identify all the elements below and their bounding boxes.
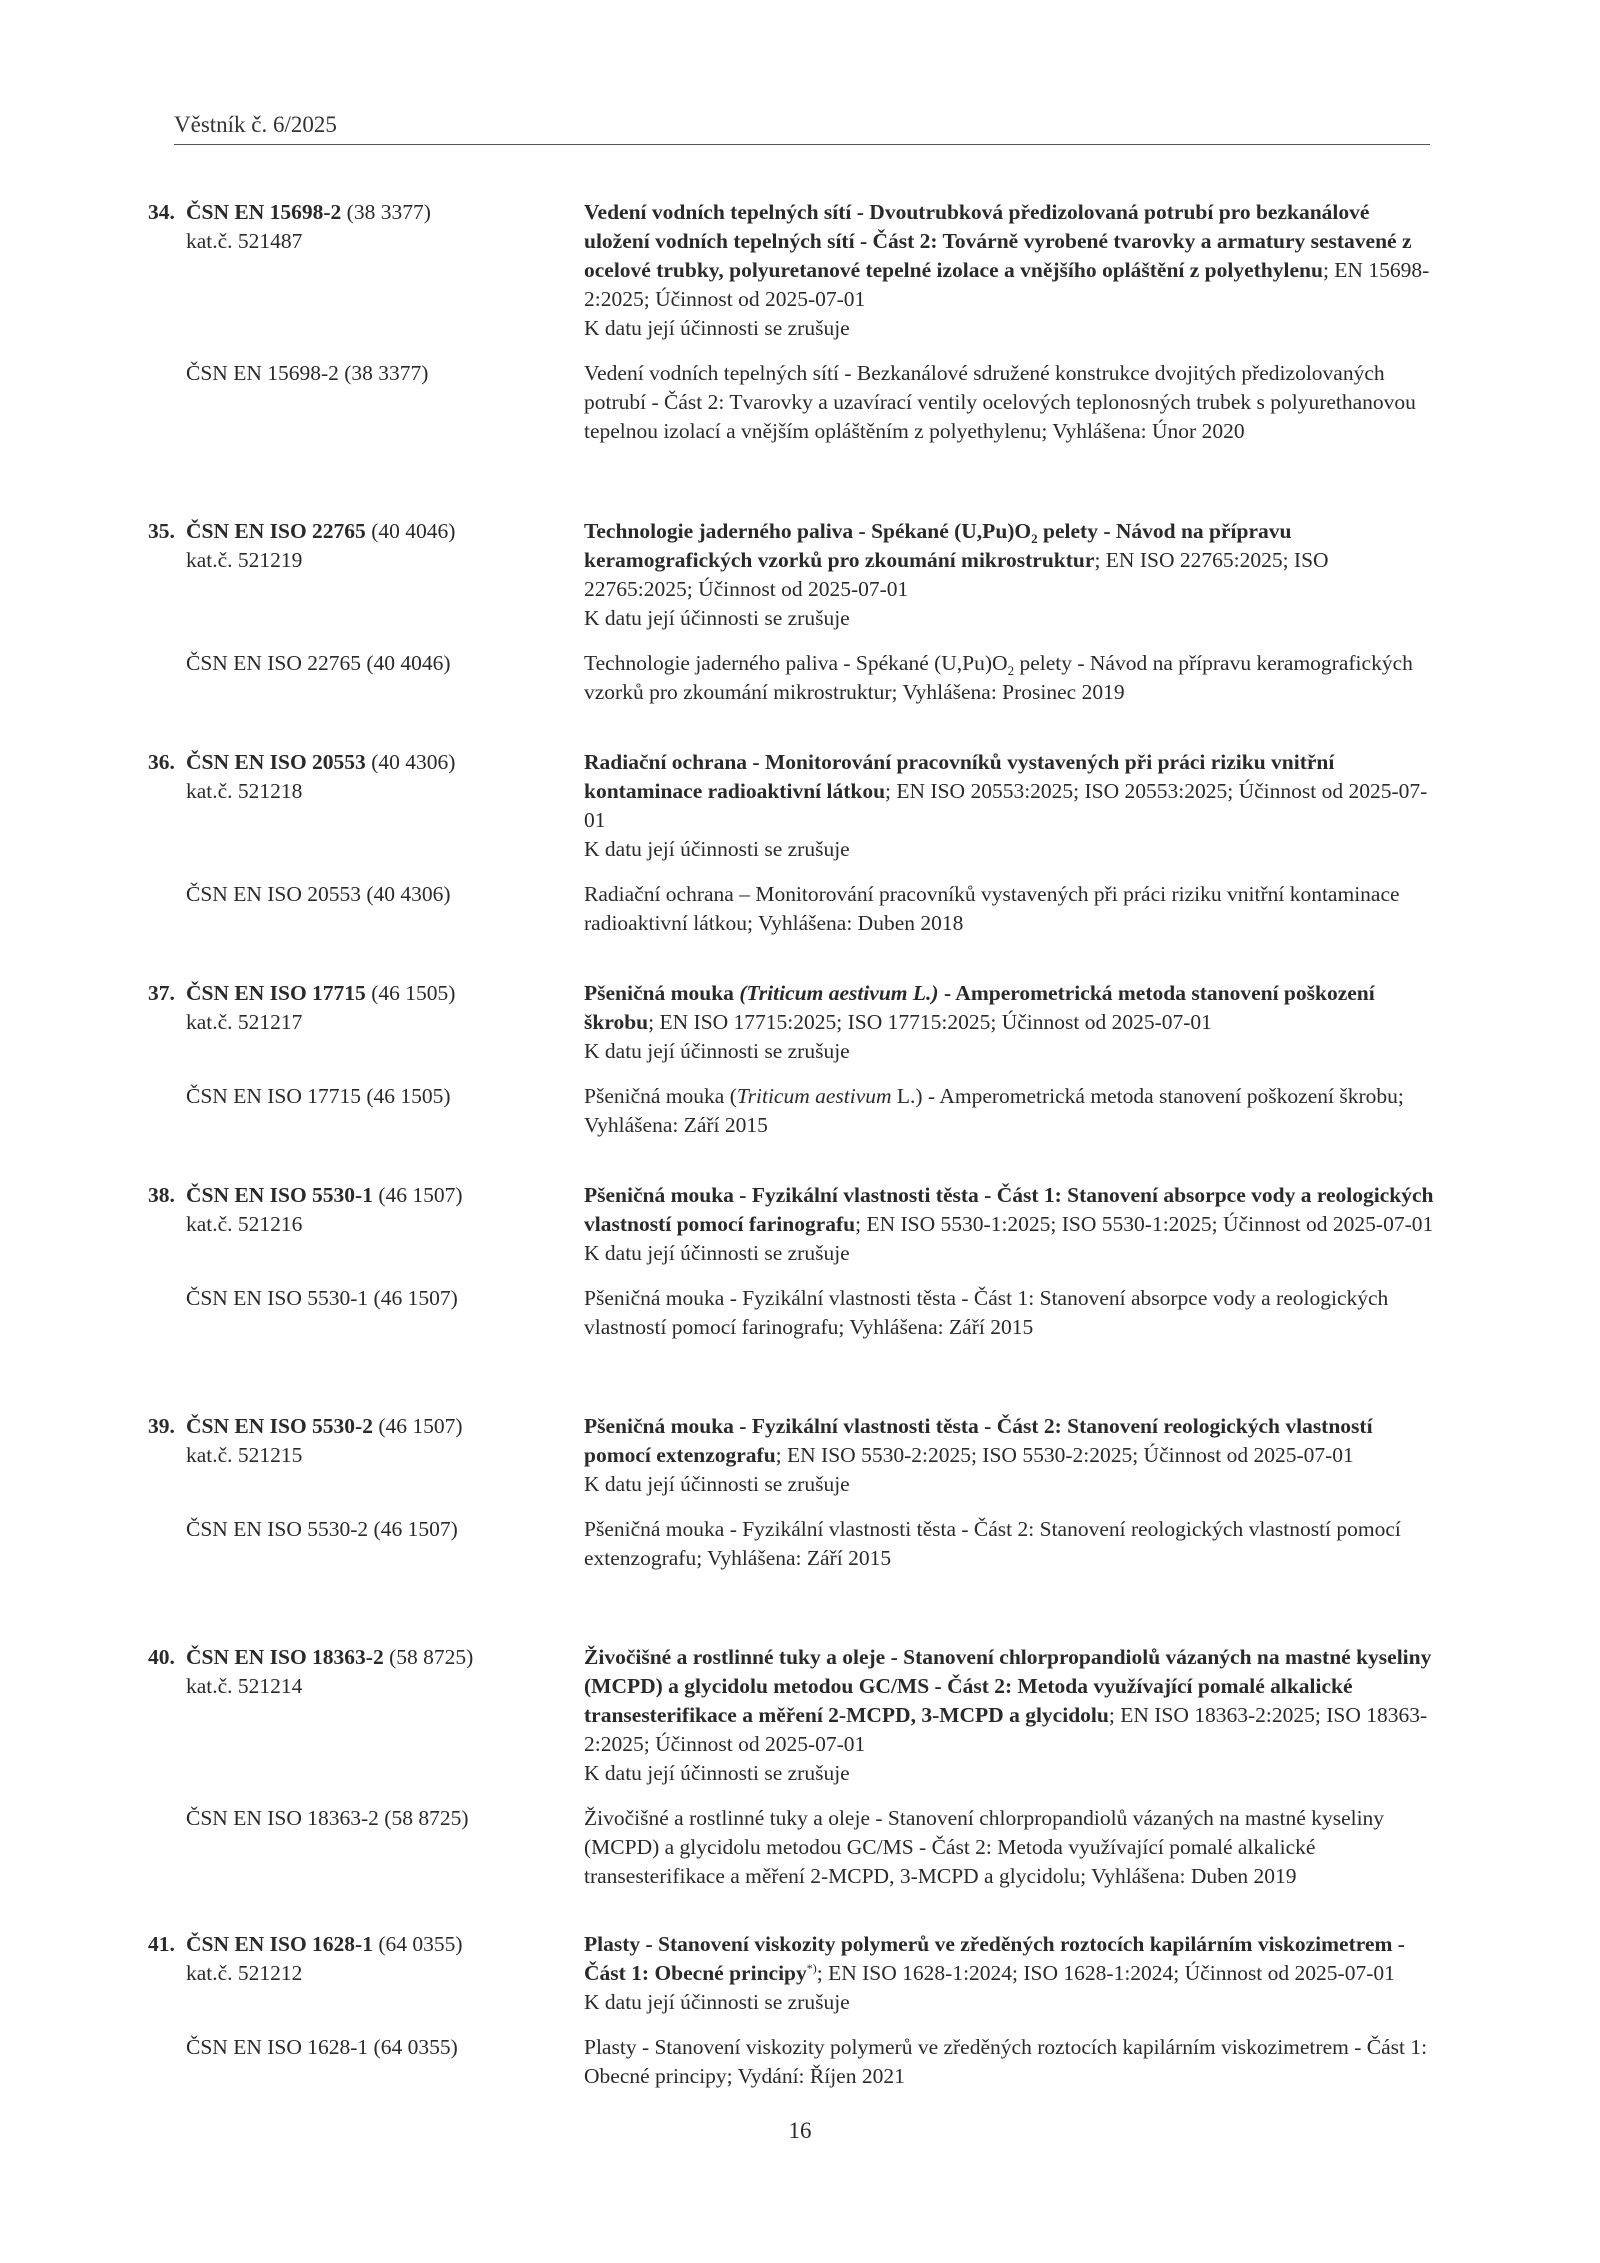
old-standard-code: ČSN EN 15698-2 (38 3377) (186, 361, 429, 385)
old-standard-text (584, 649, 1436, 707)
standard-title: Vedení vodních tepelných sítí - Dvoutrubková předizolovaná potrubí pro bezkanálové uložení vodních tepelných sítí - Část 2: Továrně vyrobené tvarovky a armatury sestavené z ocelové trubky, polyuretanové tepelné izolace a vnějšího opláštění z polyethylenu (584, 200, 1412, 282)
old-standard-code: ČSN EN ISO 5530-1 (46 1507) (186, 1286, 458, 1310)
catalog-number: kat.č. 521219 (186, 548, 303, 572)
latin-name: Triticum aestivum (736, 1084, 892, 1108)
standard-code: ČSN EN ISO 22765 (186, 519, 366, 543)
title-part: Technologie jaderného paliva - Spékané (U,Pu)O (584, 519, 1032, 543)
standard-meta: ; EN ISO 18363-2:2025; ISO 18363-2:2025; Účinnost od 2025-07-01 (584, 1703, 1428, 1756)
old-standard-code: ČSN EN ISO 1628-1 (64 0355) (186, 2035, 458, 2059)
old-standard-text: Pšeničná mouka - Fyzikální vlastnosti těsta - Část 1: Stanovení absorpce vody a reologických vlastností pomocí farinografu; Vyhlášena: Září 2015 (584, 1286, 1389, 1339)
class-code: (38 3377) (346, 200, 431, 224)
old-standard-text: Vedení vodních tepelných sítí - Bezkanálové sdružené konstrukce dvojitých předizolovaných potrubí - Část 2: Tvarovky a uzavírací ventily ocelových teplonosných trubek s polyurethanovou tepelnou izolací a vnějším opláštěním z polyethylenu; Vyhlášena: Únor 2020 (584, 361, 1416, 443)
standard-meta: ; EN ISO 20553:2025; ISO 20553:2025; Účinnost od 2025-07-01 (584, 779, 1428, 832)
title-part: - Amperometrická metoda stanovení poškození škrobu (584, 981, 1375, 1034)
standard-entry (148, 1930, 1436, 2091)
entry-number: 40. (148, 1645, 175, 1669)
old-standard-text: Živočišné a rostlinné tuky a oleje - Stanovení chlorpropandiolů vázaných na mastné kyseliny (MCPD) a glycidolu metodou GC/MS - Část 2: Metoda využívající pomalé alkalické transesterifikace a měření 2-MCPD, 3-MCPD a glycidolu; Vyhlášena: Duben 2019 (584, 1806, 1385, 1888)
text-part: pelety - Návod na přípravu keramografických vzorků pro zkoumání mikrostruktur; Vyhlášena: Prosinec 2019 (584, 651, 1413, 704)
class-code: (64 0355) (378, 1932, 463, 1956)
cancel-note: K datu její účinnosti se zrušuje (584, 606, 850, 630)
subscript: 2 (1007, 663, 1015, 678)
standard-title: Radiační ochrana - Monitorování pracovníků vystavených při práci riziku vnitřní kontaminace radioaktivní látkou (584, 750, 1335, 803)
cancel-note: K datu její účinnosti se zrušuje (584, 316, 850, 340)
standard-meta: ; EN ISO 5530-1:2025; ISO 5530-1:2025; Účinnost od 2025-07-01 (855, 1212, 1434, 1236)
catalog-number: kat.č. 521218 (186, 779, 303, 803)
standard-meta: ; EN ISO 1628-1:2024; ISO 1628-1:2024; Účinnost od 2025-07-01 (816, 1961, 1395, 1985)
standard-code: ČSN EN ISO 1628-1 (186, 1932, 373, 1956)
catalog-number: kat.č. 521214 (186, 1674, 303, 1698)
old-standard-code: ČSN EN ISO 18363-2 (58 8725) (186, 1806, 469, 1830)
standard-code: ČSN EN ISO 5530-2 (186, 1414, 373, 1438)
standard-code: ČSN EN ISO 17715 (186, 981, 366, 1005)
text-part: Technologie jaderného paliva - Spékané (U,Pu)O (584, 651, 1008, 675)
page-number: 16 (788, 2118, 812, 2143)
standard-title: Pšeničná mouka - Fyzikální vlastnosti těsta - Část 2: Stanovení reologických vlastností pomocí extenzografu (584, 1414, 1373, 1467)
standard-meta: ; EN ISO 5530-2:2025; ISO 5530-2:2025; Účinnost od 2025-07-01 (775, 1443, 1354, 1467)
class-code: (40 4306) (371, 750, 456, 774)
standard-code: ČSN EN ISO 18363-2 (186, 1645, 384, 1669)
cancel-note: K datu její účinnosti se zrušuje (584, 1990, 850, 2014)
text-part: L.) - Amperometrická metoda stanovení poškození škrobu; Vyhlášena: Září 2015 (584, 1084, 1404, 1137)
page-header (174, 112, 1430, 145)
old-standard-text (584, 1082, 1436, 1140)
standard-entry (148, 1643, 1436, 1891)
standard-meta: ; EN ISO 22765:2025; ISO 22765:2025; Účinnost od 2025-07-01 (584, 548, 1329, 601)
class-code: (46 1507) (378, 1414, 463, 1438)
catalog-number: kat.č. 521212 (186, 1961, 303, 1985)
cancel-note: K datu její účinnosti se zrušuje (584, 1241, 850, 1265)
entry-number: 37. (148, 981, 175, 1005)
catalog-number: kat.č. 521217 (186, 1010, 303, 1034)
old-standard-code: ČSN EN ISO 17715 (46 1505) (186, 1084, 451, 1108)
cancel-note: K datu její účinnosti se zrušuje (584, 1039, 850, 1063)
class-code: (46 1505) (371, 981, 456, 1005)
standard-code: ČSN EN ISO 20553 (186, 750, 366, 774)
cancel-note: K datu její účinnosti se zrušuje (584, 837, 850, 861)
class-code: (40 4046) (371, 519, 456, 543)
standard-entry (148, 198, 1436, 446)
entry-number: 36. (148, 750, 175, 774)
standard-code: ČSN EN 15698-2 (186, 200, 342, 224)
standard-entry (148, 517, 1436, 707)
catalog-number: kat.č. 521487 (186, 229, 303, 253)
old-standard-text: Radiační ochrana – Monitorování pracovníků vystavených při práci riziku vnitřní kontaminace radioaktivní látkou; Vyhlášena: Duben 2018 (584, 882, 1400, 935)
old-standard-code: ČSN EN ISO 22765 (40 4046) (186, 651, 451, 675)
cancel-note: K datu její účinnosti se zrušuje (584, 1472, 850, 1496)
entry-number: 41. (148, 1932, 175, 1956)
old-standard-code: ČSN EN ISO 20553 (40 4306) (186, 882, 451, 906)
cancel-note: K datu její účinnosti se zrušuje (584, 1761, 850, 1785)
entry-number: 39. (148, 1414, 175, 1438)
old-standard-text: Plasty - Stanovení viskozity polymerů ve zředěných roztocích kapilárním viskozimetrem - Část 1: Obecné principy; Vydání: Říjen 2021 (584, 2035, 1428, 2088)
entry-number: 35. (148, 519, 175, 543)
catalog-number: kat.č. 521215 (186, 1443, 303, 1467)
standard-entry (148, 1181, 1436, 1342)
latin-name: (Triticum aestivum L.) (739, 981, 939, 1005)
subscript: 2 (1031, 531, 1038, 546)
standard-title: Plasty - Stanovení viskozity polymerů ve zředěných roztocích kapilárním viskozimetrem - Část 1: Obecné principy (584, 1932, 1405, 1985)
entry-number: 34. (148, 200, 175, 224)
standard-entry (148, 979, 1436, 1140)
title-part: Pšeničná mouka (584, 981, 740, 1005)
standard-meta: ; EN ISO 17715:2025; ISO 17715:2025; Účinnost od 2025-07-01 (648, 1010, 1212, 1034)
catalog-number: kat.č. 521216 (186, 1212, 303, 1236)
standard-entry (148, 1412, 1436, 1573)
standard-entry (148, 748, 1436, 938)
old-standard-text: Pšeničná mouka - Fyzikální vlastnosti těsta - Část 2: Stanovení reologických vlastností pomocí extenzografu; Vyhlášena: Září 2015 (584, 1517, 1401, 1570)
class-code: (46 1507) (378, 1183, 463, 1207)
class-code: (58 8725) (389, 1645, 474, 1669)
standard-title: Živočišné a rostlinné tuky a oleje - Stanovení chlorpropandiolů vázaných na mastné kyseliny (MCPD) a glycidolu metodou GC/MS - Část 2: Metoda využívající pomalé alkalické transesterifikace a měření 2-MCPD, 3-MCPD a glycidolu (584, 1645, 1432, 1727)
journal-title: Věstník č. 6/2025 (174, 112, 337, 137)
standard-code: ČSN EN ISO 5530-1 (186, 1183, 373, 1207)
title-part: pelety - Návod na přípravu keramografických vzorků pro zkoumání mikrostruktur (584, 519, 1292, 572)
footnote-mark: *) (806, 1961, 817, 1975)
standard-title: Pšeničná mouka - Fyzikální vlastnosti těsta - Část 1: Stanovení absorpce vody a reologických vlastností pomocí farinografu (584, 1183, 1434, 1236)
text-part: Pšeničná mouka ( (584, 1084, 737, 1108)
entry-number: 38. (148, 1183, 175, 1207)
old-standard-code: ČSN EN ISO 5530-2 (46 1507) (186, 1517, 458, 1541)
standard-meta: ; EN 15698-2:2025; Účinnost od 2025-07-01 (584, 258, 1430, 311)
